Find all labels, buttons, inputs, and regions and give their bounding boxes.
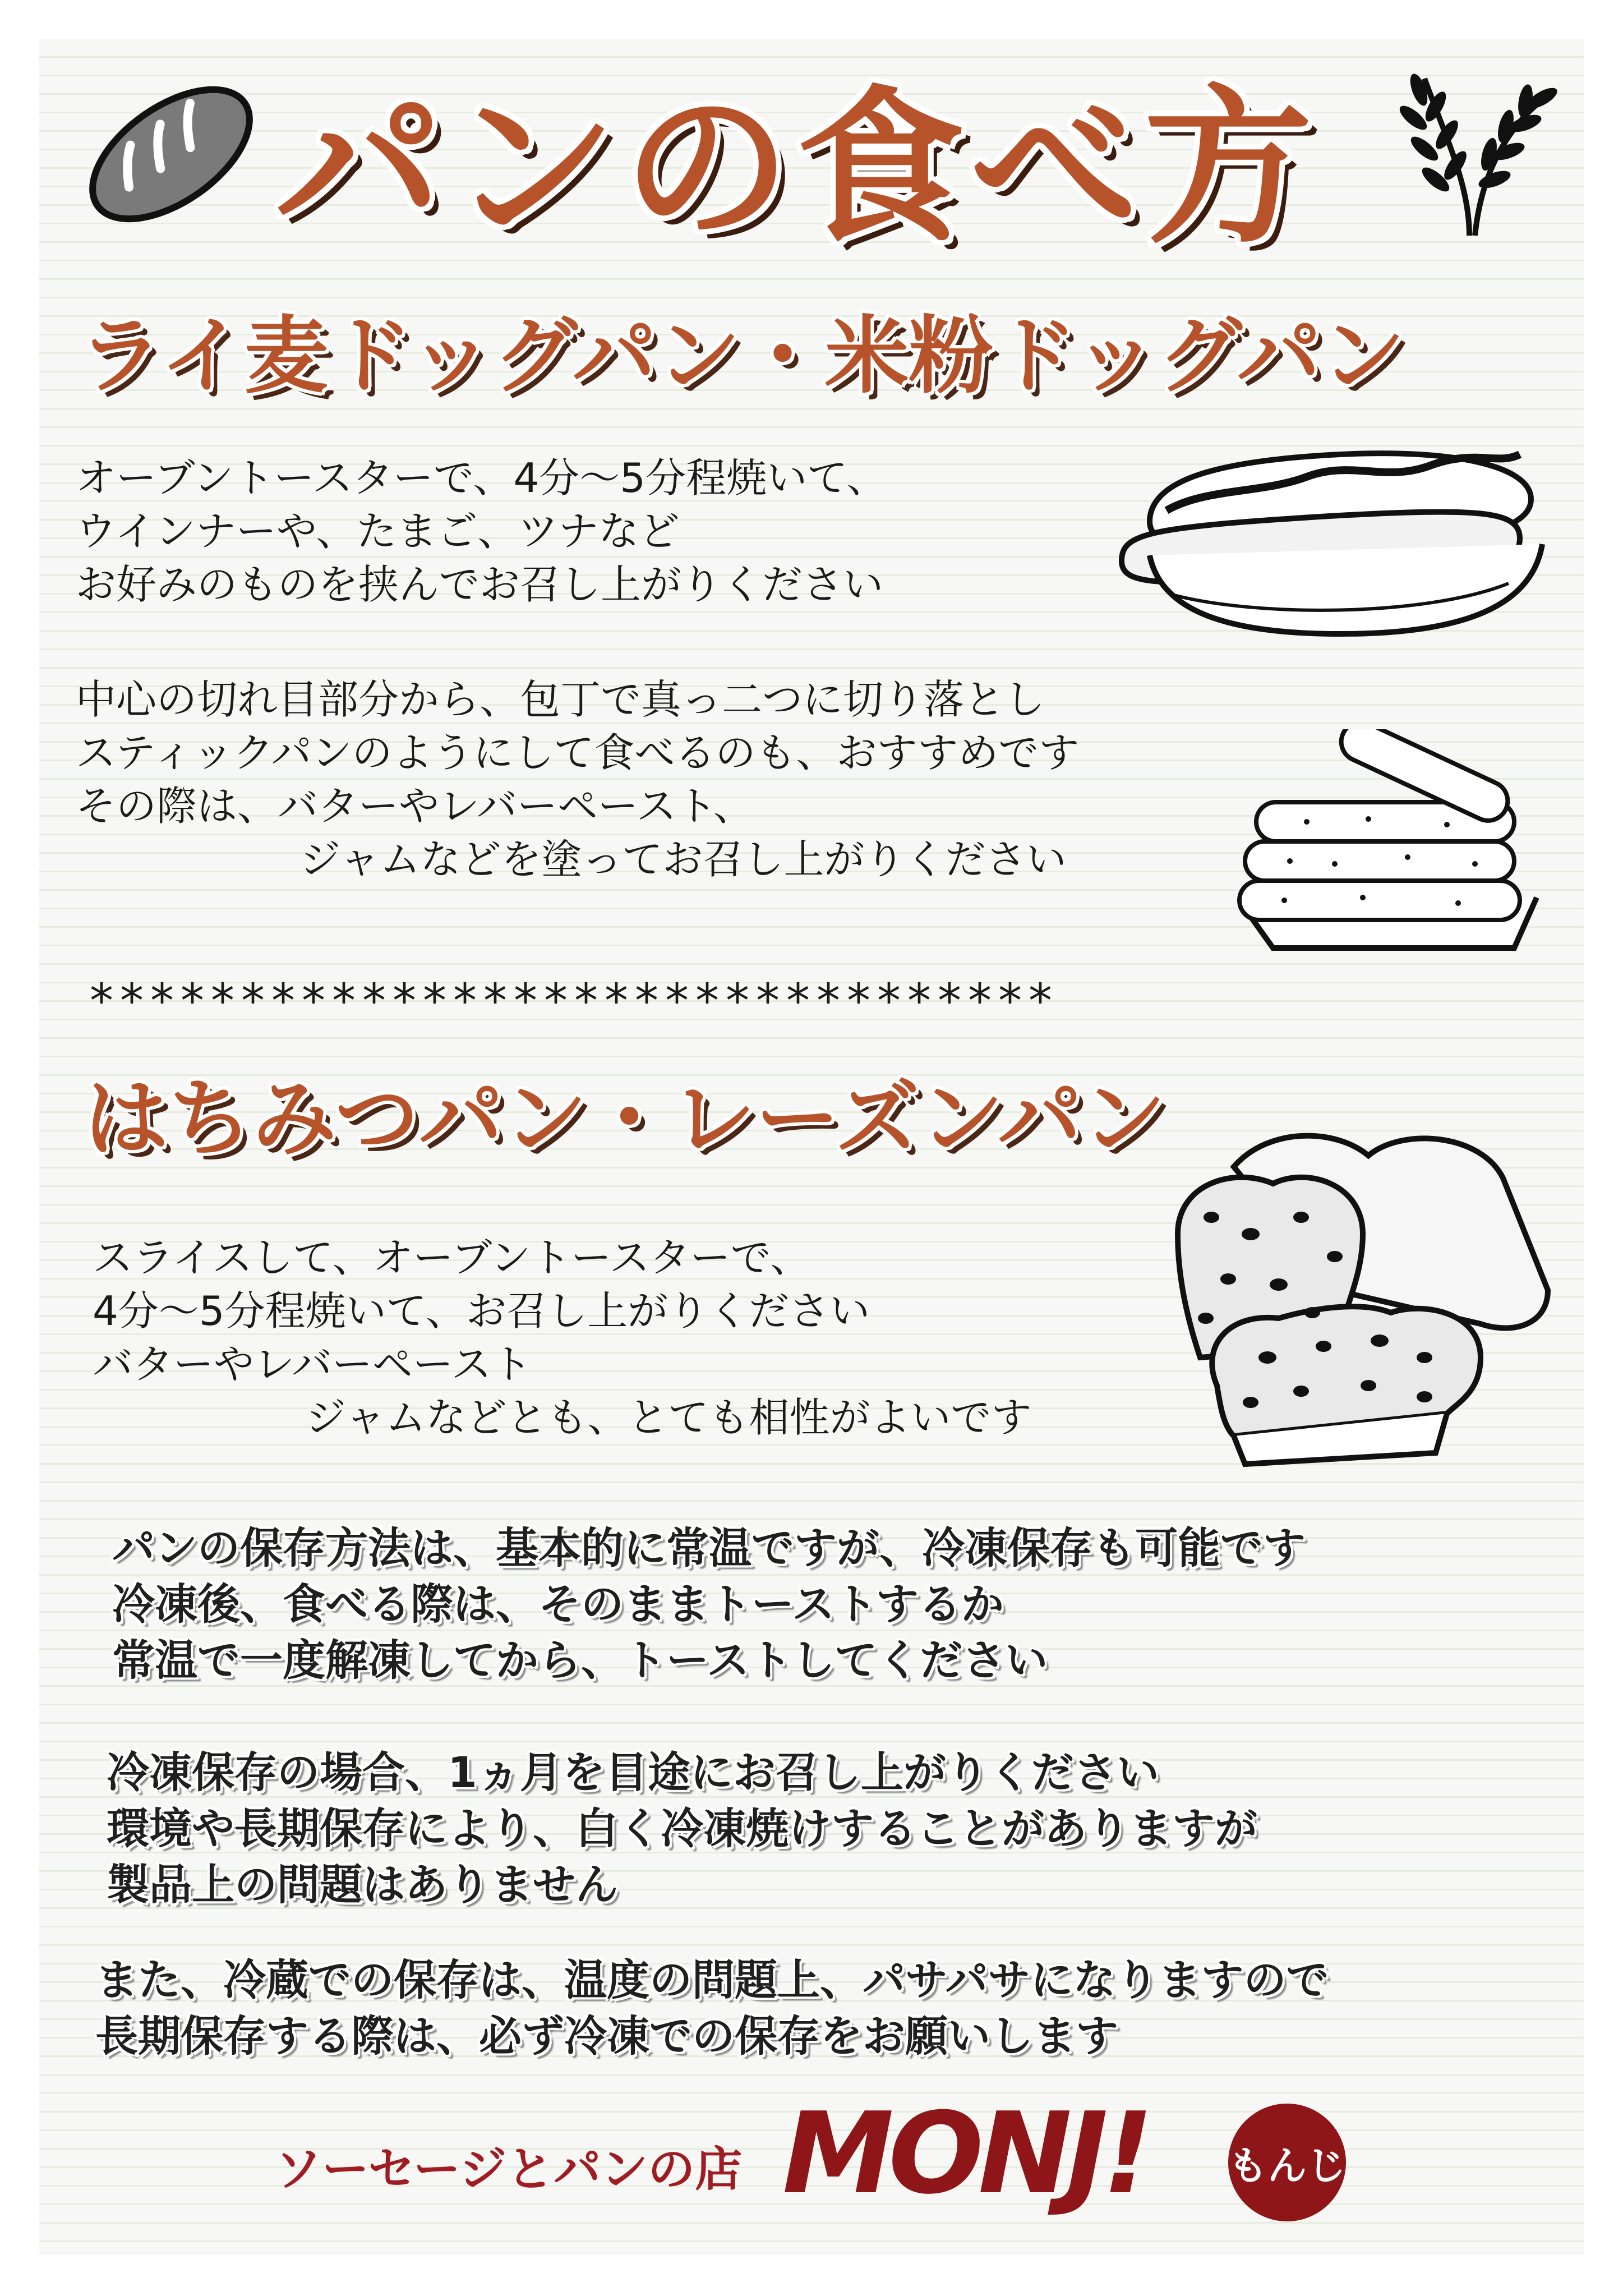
hotdog-illustration bbox=[1116, 409, 1553, 668]
section-heading-dog-bread: ライ麦ドッグパン・米粉ドッグパン bbox=[79, 307, 1405, 405]
text-line: 常温で一度解凍してから、トーストしてください bbox=[112, 1635, 1048, 1685]
section-heading-honey-raisin-bread: はちみつパン・レーズンパン bbox=[84, 1070, 1166, 1168]
brand-badge: もんじ bbox=[1228, 2104, 1346, 2221]
text-line: ウインナーや、たまご、ツナなど bbox=[76, 508, 680, 555]
page-title: パンの食べ方 bbox=[275, 70, 1318, 266]
brand-logo: MONJ! bbox=[782, 2088, 1149, 2219]
shop-label: ソーセージとパンの店 bbox=[275, 2142, 743, 2197]
text-line: 冷凍後、食べる際は、そのままトーストするか bbox=[112, 1579, 1004, 1629]
text-line: 長期保存する際は、必ず冷凍での保存をお願いします bbox=[95, 2011, 1118, 2061]
text-line: お好みのものを挟んでお召し上がりください bbox=[76, 561, 884, 608]
honey-raisin-paragraph bbox=[93, 1231, 1032, 1444]
text-line: 4分～5分程焼いて、お召し上がりください bbox=[93, 1287, 870, 1335]
text-line: 環境や長期保存により、白く冷凍焼けすることがありますが bbox=[107, 1803, 1257, 1853]
text-line: その際は、バターやレバーペースト、 bbox=[76, 783, 754, 830]
text-line: スライスして、オーブントースターで、 bbox=[93, 1234, 811, 1281]
storage-paragraph-3 bbox=[95, 1952, 1329, 2064]
text-line: オーブントースターで、4分～5分程焼いて、 bbox=[76, 454, 887, 501]
wheat-icon bbox=[1385, 56, 1565, 236]
text-line: パンの保存方法は、基本的に常温ですが、冷凍保存も可能です bbox=[112, 1523, 1306, 1573]
section-divider: ******************************** bbox=[90, 973, 1059, 1028]
dog-bread-paragraph-2 bbox=[76, 673, 1079, 886]
text-line: 製品上の問題はありません bbox=[107, 1860, 618, 1910]
storage-paragraph-1 bbox=[112, 1520, 1306, 1688]
text-line: スティックパンのようにして食べるのも、おすすめです bbox=[76, 729, 1080, 776]
text-line: 冷凍保存の場合、1ヵ月を目途にお召し上がりください bbox=[107, 1747, 1159, 1797]
bread-loaf-icon bbox=[79, 73, 264, 236]
text-line: バターやレバーペースト bbox=[93, 1341, 532, 1388]
text-line: ジャムなどとも、とても相性がよいです bbox=[306, 1394, 1032, 1441]
text-line: ジャムなどを塗ってお召し上がりください bbox=[300, 836, 1067, 883]
text-line: 中心の切れ目部分から、包丁で真っ二つに切り落とし bbox=[76, 676, 1045, 723]
storage-paragraph-2 bbox=[107, 1745, 1257, 1913]
text-line: また、冷蔵での保存は、温度の問題上、パサパサになりますので bbox=[95, 1955, 1329, 2005]
raisin-bread-illustration bbox=[1166, 1122, 1559, 1481]
stick-bread-illustration bbox=[1223, 729, 1548, 954]
dog-bread-paragraph-1 bbox=[76, 452, 887, 611]
